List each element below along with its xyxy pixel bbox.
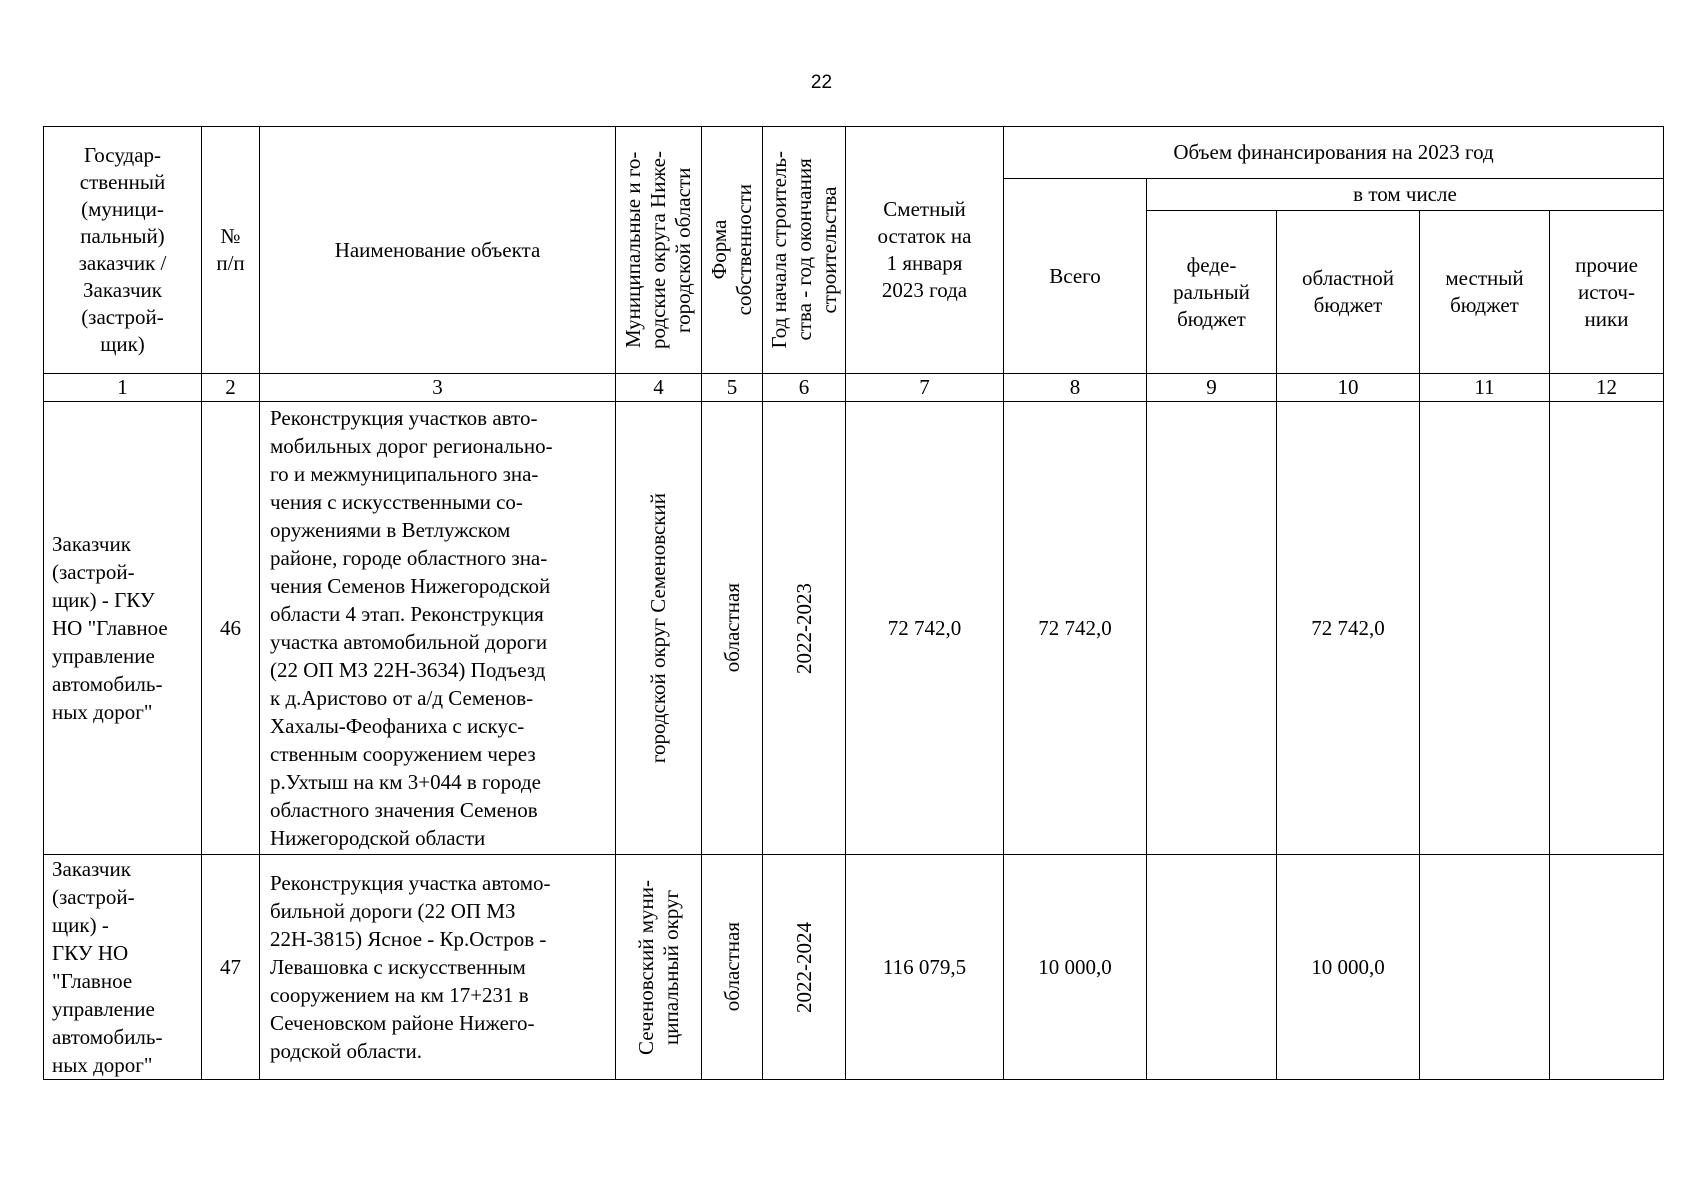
row-customer: Заказчик (застрой- щик) - ГКУ НО "Главное управление автомобиль- ных дорог" bbox=[44, 402, 202, 855]
header-total: Всего bbox=[1004, 179, 1147, 374]
financing-table bbox=[43, 126, 1664, 1080]
column-number: 7 bbox=[846, 374, 1004, 402]
header-local: местный бюджет bbox=[1420, 211, 1550, 374]
column-number: 4 bbox=[616, 374, 702, 402]
header-other: прочие источ- ники bbox=[1550, 211, 1664, 374]
row-federal bbox=[1147, 855, 1277, 1080]
column-numbers-row bbox=[44, 374, 1664, 402]
row-other bbox=[1550, 855, 1664, 1080]
row-local bbox=[1420, 855, 1550, 1080]
column-number: 8 bbox=[1004, 374, 1147, 402]
row-years: 2022-2023 bbox=[763, 402, 846, 855]
row-regional: 10 000,0 bbox=[1277, 855, 1420, 1080]
column-number: 10 bbox=[1277, 374, 1420, 402]
header-regional: областной бюджет bbox=[1277, 211, 1420, 374]
row-local bbox=[1420, 402, 1550, 855]
row-no: 47 bbox=[202, 855, 260, 1080]
header-municipality: Муниципальные и го- родские округа Ниже- городской области bbox=[616, 127, 702, 374]
row-total: 72 742,0 bbox=[1004, 402, 1147, 855]
row-object-name: Реконструкция участков авто- мобильных дорог регионально- го и межмуниципального зна- чения с искусственными со- оружениями в Ветлужском районе, городе областного зна- чения Семенов Нижегородской области 4 этап. Реконструкция участка автомобильной дороги (22 ОП МЗ 22Н-3634) Подъезд к д.Аристово от а/д Семенов- Хахалы-Феофаниха с искус- ственным сооружением через р.Ухтыш на км 3+044 в городе областного значения Семенов Нижегородской области bbox=[260, 402, 616, 855]
header-no: № п/п bbox=[202, 127, 260, 374]
row-no: 46 bbox=[202, 402, 260, 855]
header-financing-title: Объем финансирования на 2023 год bbox=[1004, 127, 1664, 179]
header-customer: Государ- ственный (муници- пальный) заказчик / Заказчик (застрой- щик) bbox=[44, 127, 202, 374]
row-municipality: Сеченовский муни- ципальный округ bbox=[616, 855, 702, 1080]
column-number: 12 bbox=[1550, 374, 1664, 402]
column-number: 5 bbox=[702, 374, 763, 402]
column-number: 11 bbox=[1420, 374, 1550, 402]
row-federal bbox=[1147, 402, 1277, 855]
row-estimate-balance: 116 079,5 bbox=[846, 855, 1004, 1080]
header-ownership: Форма собственности bbox=[702, 127, 763, 374]
row-other bbox=[1550, 402, 1664, 855]
row-ownership: областная bbox=[702, 855, 763, 1080]
row-years: 2022-2024 bbox=[763, 855, 846, 1080]
row-total: 10 000,0 bbox=[1004, 855, 1147, 1080]
table-row bbox=[44, 402, 1664, 855]
page-number: 22 bbox=[810, 72, 833, 93]
column-number: 3 bbox=[260, 374, 616, 402]
row-customer: Заказчик (застрой- щик) - ГКУ НО "Главное управление автомобиль- ных дорог" bbox=[44, 855, 202, 1080]
row-object-name: Реконструкция участка автомо- бильной дороги (22 ОП МЗ 22Н-3815) Ясное - Кр.Остров - Левашовка с искусственным сооружением на км 17+231 в Сеченовском районе Нижего- родской области. bbox=[260, 855, 616, 1080]
header-including: в том числе bbox=[1147, 179, 1664, 211]
header-years: Год начала строитель- ства - год окончания строительства bbox=[763, 127, 846, 374]
header-object-name: Наименование объекта bbox=[260, 127, 616, 374]
header-estimate-balance: Сметный остаток на 1 января 2023 года bbox=[846, 127, 1004, 374]
row-ownership: областная bbox=[702, 402, 763, 855]
table-row bbox=[44, 855, 1664, 1080]
row-municipality: городской округ Семеновский bbox=[616, 402, 702, 855]
header-federal: феде- ральный бюджет bbox=[1147, 211, 1277, 374]
column-number: 9 bbox=[1147, 374, 1277, 402]
column-number: 6 bbox=[763, 374, 846, 402]
column-number: 1 bbox=[44, 374, 202, 402]
row-regional: 72 742,0 bbox=[1277, 402, 1420, 855]
column-number: 2 bbox=[202, 374, 260, 402]
row-estimate-balance: 72 742,0 bbox=[846, 402, 1004, 855]
